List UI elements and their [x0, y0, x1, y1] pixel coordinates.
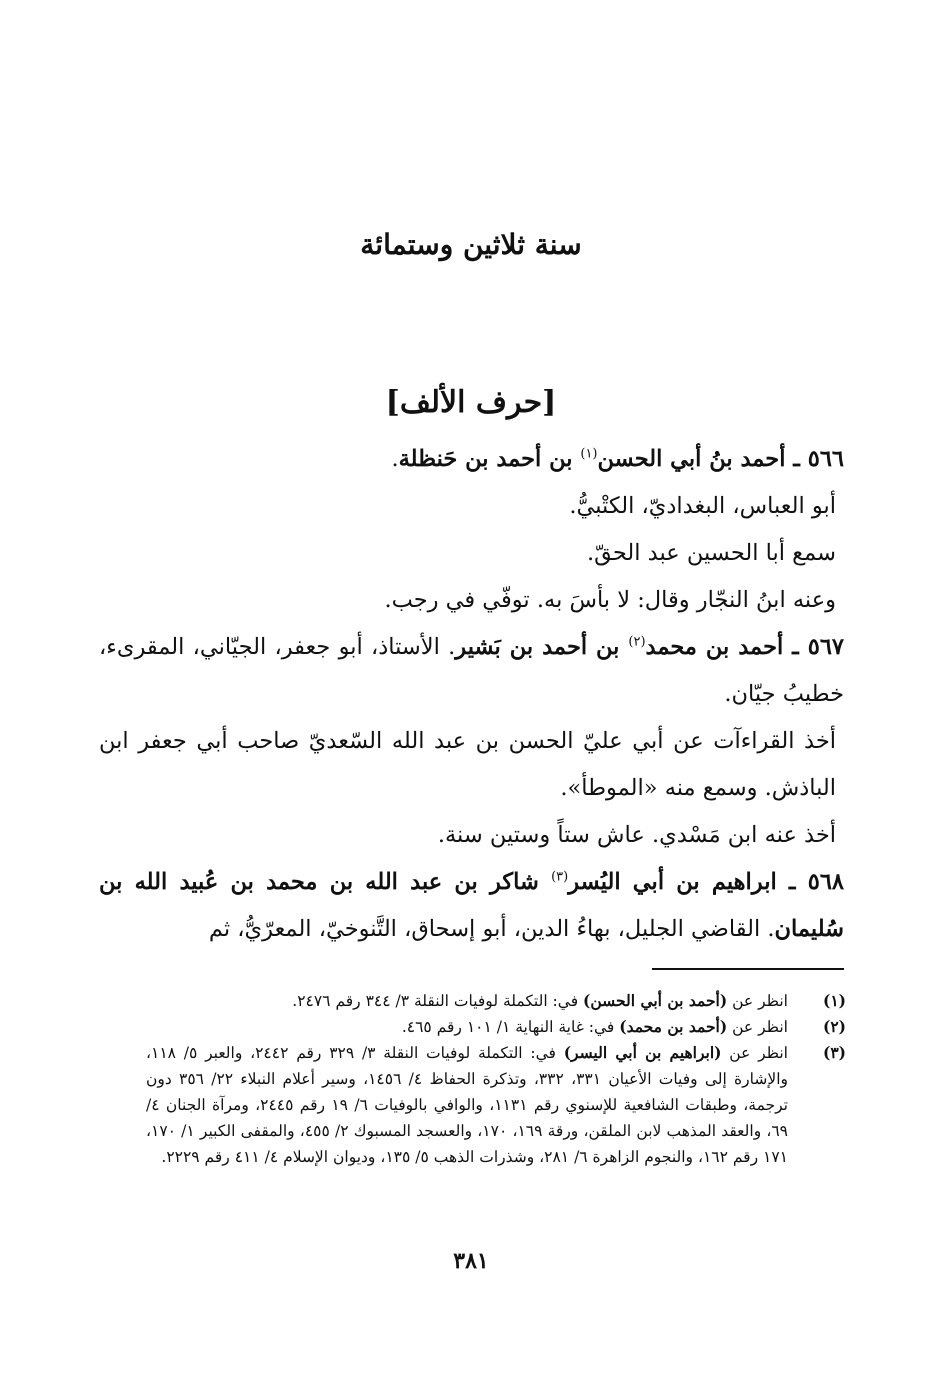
- footnote-number: (١): [822, 991, 846, 1010]
- footnote-prefix: انظر عن: [727, 1018, 788, 1036]
- footnote-ref[interactable]: (٣): [551, 869, 569, 885]
- entry-heading: [99, 436, 844, 483]
- entry-line: وعنه ابنُ النجّار وقال: لا بأسَ به. توفّي في رجب.: [384, 587, 836, 613]
- section-title: [حرف الألف]: [385, 385, 557, 420]
- footnote-text: في: التكملة لوفيات النقلة ٣/ ٣٢٩ رقم ٢٤٤٢، والعبر ٥/ ١١٨، والإشارة إلى وفيات الأعيان ٣٣١، ٣٣٢، وتذكرة الحفاظ ٤/ ١٤٥٦، وسير أعلام النبلاء ٢٢/ ٣٥٦ دون ترجمة، وطبقات الشافعية للإسنوي رقم ١١٣١، والوافي بالوفيات ٦/ ١٩ رقم ٢٤٤٥، ومرآة الجنان ٤/ ٦٩، والعقد المذهب لابن الملقن، ورقة ١٦٩، ١٧٠، والعسجد المسبوك ٢/ ٤٥٥، والمقفى الكبير ١/ ١٧٠، ١٧١ رقم ١٦٢، والنجوم الزاهرة ٦/ ٢٨١، وشذرات الذهب ٥/ ١٣٥، وديوان الإسلام ٤/ ٤١١ رقم ٢٢٢٩.: [146, 1044, 789, 1166]
- entry-heading-tail: .: [391, 446, 399, 472]
- entry-name: ٥٦٦ ـ أحمد بنُ أبي الحسن: [597, 446, 844, 472]
- footnote-subject: (أحمد بن أبي الحسن): [583, 991, 728, 1010]
- entry-heading: [99, 624, 844, 718]
- footnote-ref[interactable]: (٢): [628, 634, 646, 650]
- entry-name-rest: بن أحمد بن بَشير: [455, 634, 629, 660]
- entry-name: ٥٦٨ ـ ابراهيم بن أبي اليُسر: [568, 869, 845, 895]
- entry-line: أبو العباس، البغداديّ، الكتْبيُّ.: [569, 493, 836, 519]
- footnotes: [146, 988, 846, 1170]
- entry-name: ٥٦٧ ـ أحمد بن محمد: [645, 634, 844, 660]
- entry-line: أخذ القراءآت عن أبي عليّ الحسن بن عبد الله السّعديّ صاحب أبي جعفر ابن الباذش. وسمع منه «الموطأ».: [99, 728, 836, 801]
- entry-heading-tail: . الأستاذ، أبو جعفر، الجيّاني، المقرىء، خطيبُ جيّان.: [99, 634, 844, 707]
- footnote: [146, 988, 846, 1014]
- footnote-subject: (ابراهيم بن أبي اليسر): [563, 1043, 722, 1062]
- entry-line: أخذ عنه ابن مَسْدي. عاش ستاً وستين سنة.: [437, 822, 836, 848]
- footnote-text: في: التكملة لوفيات النقلة ٣/ ٣٤٤ رقم ٢٤٧٦.: [292, 992, 584, 1010]
- footnote-text: في: غاية النهاية ١/ ١٠١ رقم ٤٦٥.: [401, 1018, 620, 1036]
- entry-name-rest: شاكر بن عبد الله بن محمد بن عُبيد الله بن سُليمان: [99, 869, 844, 942]
- footnote-ref[interactable]: (١): [580, 446, 598, 462]
- footnote-divider: [652, 968, 844, 970]
- footnote: [146, 1040, 846, 1170]
- footnote-number: (٣): [822, 1043, 846, 1062]
- entry-heading: [99, 859, 844, 953]
- entry-name-rest: بن أحمد بن حَنظلة: [398, 446, 581, 472]
- footnote-prefix: انظر عن: [721, 1044, 788, 1062]
- year-title: سنة ثلاثين وستمائة: [360, 228, 582, 261]
- body-text: [99, 436, 844, 953]
- entry-line: سمع أبا الحسين عبد الحقّ.: [586, 540, 836, 566]
- footnote-prefix: انظر عن: [727, 992, 788, 1010]
- footnote: [146, 1014, 846, 1040]
- entry-heading-tail: . القاضي الجليل، بهاءُ الدين، أبو إسحاق، التَّنوخيّ، المعرّيُّ، ثم: [208, 916, 775, 942]
- footnote-number: (٢): [822, 1017, 846, 1036]
- page-number: ٣٨١: [453, 1248, 489, 1274]
- footnote-subject: (أحمد بن محمد): [619, 1017, 728, 1036]
